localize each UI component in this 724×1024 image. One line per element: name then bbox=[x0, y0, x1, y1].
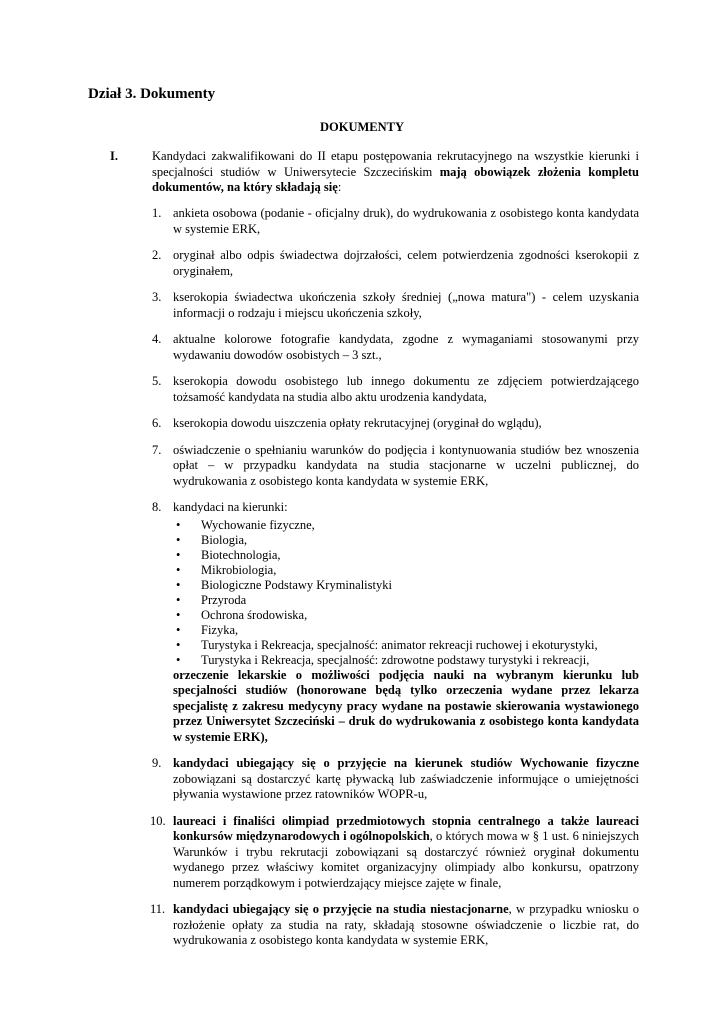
item-number: 10. bbox=[150, 813, 166, 828]
item-text: kserokopia dowodu osobistego lub innego dokumentu ze zdjęciem potwierdzającego tożsamość kandydata na studia albo aktu urodzenia kandydata, bbox=[173, 374, 639, 404]
item-text: oświadczenie o spełnianiu warunków do podjęcia i kontynuowania studiów bez wnoszenia opłat – w przypadku kandydata na studia stacjonarne w uczelni publicznej, do wydrukowania z osobistego konta kandydata w systemie ERK, bbox=[173, 442, 639, 488]
item-number: 1. bbox=[152, 206, 162, 220]
list-item bbox=[152, 248, 639, 279]
list-item bbox=[152, 756, 639, 803]
field-item: • Przyroda bbox=[173, 593, 639, 608]
item-text: zobowiązani są dostarczyć kartę pływacką lub zaświadczenie informujące o umiejętności pływania wystawione przez ratowników WOPR-u, bbox=[173, 771, 639, 801]
section-heading: Dział 3. Dokumenty bbox=[88, 86, 216, 102]
list-item bbox=[152, 443, 639, 490]
list-item bbox=[152, 290, 639, 321]
list-item bbox=[152, 902, 639, 949]
field-item: • Turystyka i Rekreacja, specjalność: zdrowotne podstawy turystyki i rekreacji, bbox=[173, 653, 639, 668]
item-text: , o których mowa w § 1 ust. 6 niniejszych Warunków i trybu rekrutacji zobowiązani są dostarczyć również oryginał dokumentu wydanego przez właściwy komitet organizacyjny olimpiady albo konkursu, opatrzony numerem porządkowym i potwierdzający miejsce zajęte w finale, bbox=[173, 829, 639, 890]
item-number: 5. bbox=[152, 374, 162, 388]
item-bold-text: kandydaci ubiegający się o przyjęcie na studia niestacjonarne bbox=[173, 902, 509, 916]
list-item bbox=[152, 374, 639, 405]
intro-bold-text: mają obowiązek złożenia kompletu dokumentów, na który składają się bbox=[152, 164, 639, 194]
intro-text: Kandydaci zakwalifikowani do II etapu postępowania rekrutacyjnego na wszystkie kierunki i specjalności studiów w Uniwersytecie Szczecińskim bbox=[152, 149, 639, 179]
field-item: • Biologia, bbox=[173, 533, 639, 548]
intro-end: : bbox=[337, 180, 342, 194]
item-text: ankieta osobowa (podanie - oficjalny druk), do wydrukowania z osobistego konta kandydata w systemie ERK, bbox=[173, 206, 639, 236]
item-number: 4. bbox=[152, 332, 162, 346]
item-number: 11. bbox=[150, 902, 166, 916]
field-item: • Fizyka, bbox=[173, 623, 639, 638]
field-item: • Ochrona środowiska, bbox=[173, 608, 639, 623]
field-item: • Mikrobiologia, bbox=[173, 563, 639, 578]
item-number: 2. bbox=[152, 248, 162, 262]
list-item bbox=[152, 416, 639, 432]
medical-requirement-text: orzeczenie lekarskie o możliwości podjęcia nauki na wybranym kierunku lub specjalności studiów (honorowane będą tylko orzeczenia wydane przez lekarza specjalistę z zakresu medycyny pracy wydane na postawie skierowania wystawionego przez Uniwersytet Szczeciński – druk do wydrukowania z osobistego konta kandydata w systemie ERK), bbox=[173, 667, 639, 744]
item-text: oryginał albo odpis świadectwa dojrzałości, celem potwierdzenia zgodności kserokopii z oryginałem, bbox=[173, 248, 639, 278]
item-number: 3. bbox=[152, 290, 162, 304]
item-text: kserokopia dowodu uiszczenia opłaty rekrutacyjnej (oryginał do wglądu), bbox=[173, 416, 542, 430]
item-text: kserokopia świadectwa ukończenia szkoły średniej („nowa matura") - celem uzyskania informacji o rodzaju i miejscu ukończenia szkoły, bbox=[173, 290, 639, 320]
list-item bbox=[152, 814, 639, 892]
document-title: DOKUMENTY bbox=[319, 120, 405, 134]
item-number: 7. bbox=[152, 442, 162, 457]
item-number: 8. bbox=[152, 500, 162, 514]
section-number: I. bbox=[110, 149, 118, 163]
fields-list bbox=[173, 518, 639, 668]
list-item-medical bbox=[152, 500, 639, 745]
item-bold-text: laureaci i finaliści olimpiad przedmiotowych stopnia centralnego a także laureaci konkursów międzynarodowych i ogólnopolskich bbox=[173, 813, 639, 843]
item-number: 9. bbox=[152, 756, 162, 770]
item-text: , w przypadku wniosku o rozłożenie opłaty za studia na raty, składają stosowne oświadczenie o liczbie rat, do wydrukowania z osobistego konta kandydata w systemie ERK, bbox=[173, 902, 639, 947]
field-item: • Wychowanie fizyczne, bbox=[173, 518, 639, 533]
section-intro bbox=[152, 149, 639, 196]
item-bold-text: kandydaci ubiegający się o przyjęcie na kierunek studiów Wychowanie fizyczne bbox=[173, 756, 639, 770]
list-item bbox=[152, 332, 639, 363]
item-lead: kandydaci na kierunki: bbox=[173, 500, 288, 514]
field-item: • Turystyka i Rekreacja, specjalność: animator rekreacji ruchowej i ekoturystyki, bbox=[173, 638, 639, 653]
field-item: • Biotechnologia, bbox=[173, 548, 639, 563]
list-item bbox=[152, 206, 639, 237]
item-text: aktualne kolorowe fotografie kandydata, zgodne z wymaganiami stosowanymi przy wydawaniu dowodów osobistych – 3 szt., bbox=[173, 332, 639, 362]
documents-list bbox=[152, 206, 639, 960]
item-number: 6. bbox=[152, 416, 162, 430]
field-item: • Biologiczne Podstawy Kryminalistyki bbox=[173, 578, 639, 593]
